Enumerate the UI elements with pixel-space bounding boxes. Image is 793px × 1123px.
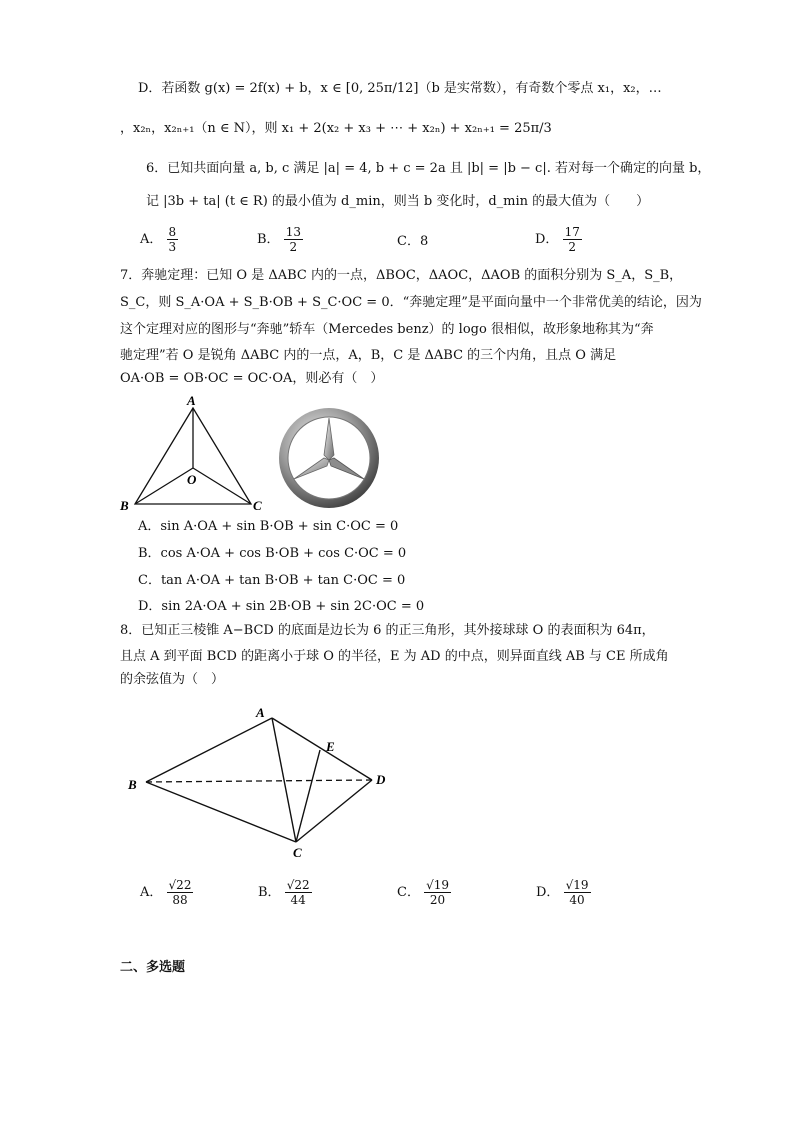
q7-stem-line1: 7．奔驰定理：已知 O 是 ΔABC 内的一点，ΔBOC，ΔAOC，ΔAOB 的面积分别为 S_A，S_B，	[120, 268, 683, 283]
point-label-e: E	[326, 739, 335, 754]
edge-bd-hidden	[146, 780, 372, 782]
q7-choice-b[interactable]: B．cos A·OA + cos B·OB + cos C·OC = 0	[138, 546, 407, 561]
edge-cd	[296, 780, 372, 842]
q8-choice-a[interactable]: A． $\frac{√22}{88}$	[140, 878, 192, 907]
vertex-label-d: D	[376, 772, 386, 787]
q7-stem-line5: OA·OB = OB·OC = OC·OA，则必有（ ）	[120, 371, 384, 386]
q6-choice-a[interactable]: A． $\frac{8}{3}$	[140, 225, 177, 254]
vertex-label-c: C	[293, 845, 302, 860]
vertex-label-c: C	[253, 498, 262, 513]
q7-stem-line3: 这个定理对应的图形与“奔驰”轿车（Mercedes benz）的 logo 很相似，故形象地称其为“奔	[120, 322, 654, 337]
vertex-label-a: A	[187, 393, 196, 408]
edge-bc	[146, 782, 296, 842]
q5-option-d-line1: D．若函数 g(x) = 2f(x) + b，x ∈ [0, 25π/12]（b 是实常数），有奇数个零点 x₁，x₂，…	[138, 81, 662, 96]
q5-option-d-line2: ，x₂ₙ，x₂ₙ₊₁（n ∈ N），则 x₁ + 2(x₂ + x₃ + ⋯ + x₂ₙ) + x₂ₙ₊₁ = 25π/3	[120, 121, 552, 136]
q7-triangle-figure	[115, 392, 275, 514]
edge-ba	[146, 718, 272, 782]
q7-stem-line2: S_C，则 S_A·OA + S_B·OB + S_C·OC = 0．“奔驰定理”是平面向量中一个非常优美的结论，因为	[120, 295, 702, 310]
q8-stem-line2: 且点 A 到平面 BCD 的距离小于球 O 的半径，E 为 AD 的中点，则异面直线 AB 与 CE 所成角	[120, 649, 669, 664]
q7-choice-c[interactable]: C．tan A·OA + tan B·OB + tan C·OC = 0	[138, 573, 406, 588]
q8-stem-line3: 的余弦值为（ ）	[120, 672, 225, 687]
q6-choices	[0, 225, 793, 261]
segment-co	[193, 468, 251, 504]
q7-stem-line4: 驰定理”若 O 是锐角 ΔABC 内的一点，A，B，C 是 ΔABC 的三个内角，且点 O 满足	[120, 348, 617, 363]
vertex-label-a: A	[256, 705, 265, 720]
q6-choice-b[interactable]: B． $\frac{13}{2}$	[257, 225, 301, 254]
q8-choices	[0, 878, 793, 914]
q8-pyramid-figure	[124, 700, 394, 862]
q6-stem-line1: 6．已知共面向量 a, b, c 满足 |a| = 4, b + c = 2a 且 |b| = |b − c|. 若对每一个确定的向量 b，	[146, 161, 711, 176]
segment-ce	[296, 750, 320, 842]
q8-choice-b[interactable]: B． $\frac{√22}{44}$	[258, 878, 310, 907]
q7-choice-d[interactable]: D．sin 2A·OA + sin 2B·OB + sin 2C·OC = 0	[138, 599, 425, 614]
edge-ac	[272, 718, 296, 842]
segment-bo	[135, 468, 193, 504]
q7-choice-a[interactable]: A．sin A·OA + sin B·OB + sin C·OC = 0	[138, 519, 399, 534]
q6-choice-c[interactable]: C．8	[397, 234, 429, 249]
mercedes-logo-image	[276, 405, 382, 511]
q6-stem-line2: 记 |3b + ta| (t ∈ R) 的最小值为 d_min，则当 b 变化时，d_min 的最大值为（ ）	[146, 194, 650, 209]
q8-choice-d[interactable]: D． $\frac{√19}{40}$	[536, 878, 589, 907]
q6-choice-d[interactable]: D． $\frac{17}{2}$	[535, 225, 580, 254]
q8-choice-c[interactable]: C． $\frac{√19}{20}$	[397, 878, 450, 907]
vertex-label-b: B	[128, 777, 137, 792]
section-heading-multiple-choice: 二、多选题	[120, 960, 186, 975]
edge-ad	[272, 718, 372, 780]
q8-stem-line1: 8．已知正三棱锥 A−BCD 的底面是边长为 6 的正三角形，其外接球球 O 的表面积为 64π，	[120, 623, 655, 638]
vertex-label-b: B	[120, 498, 129, 513]
point-label-o: O	[187, 472, 197, 487]
